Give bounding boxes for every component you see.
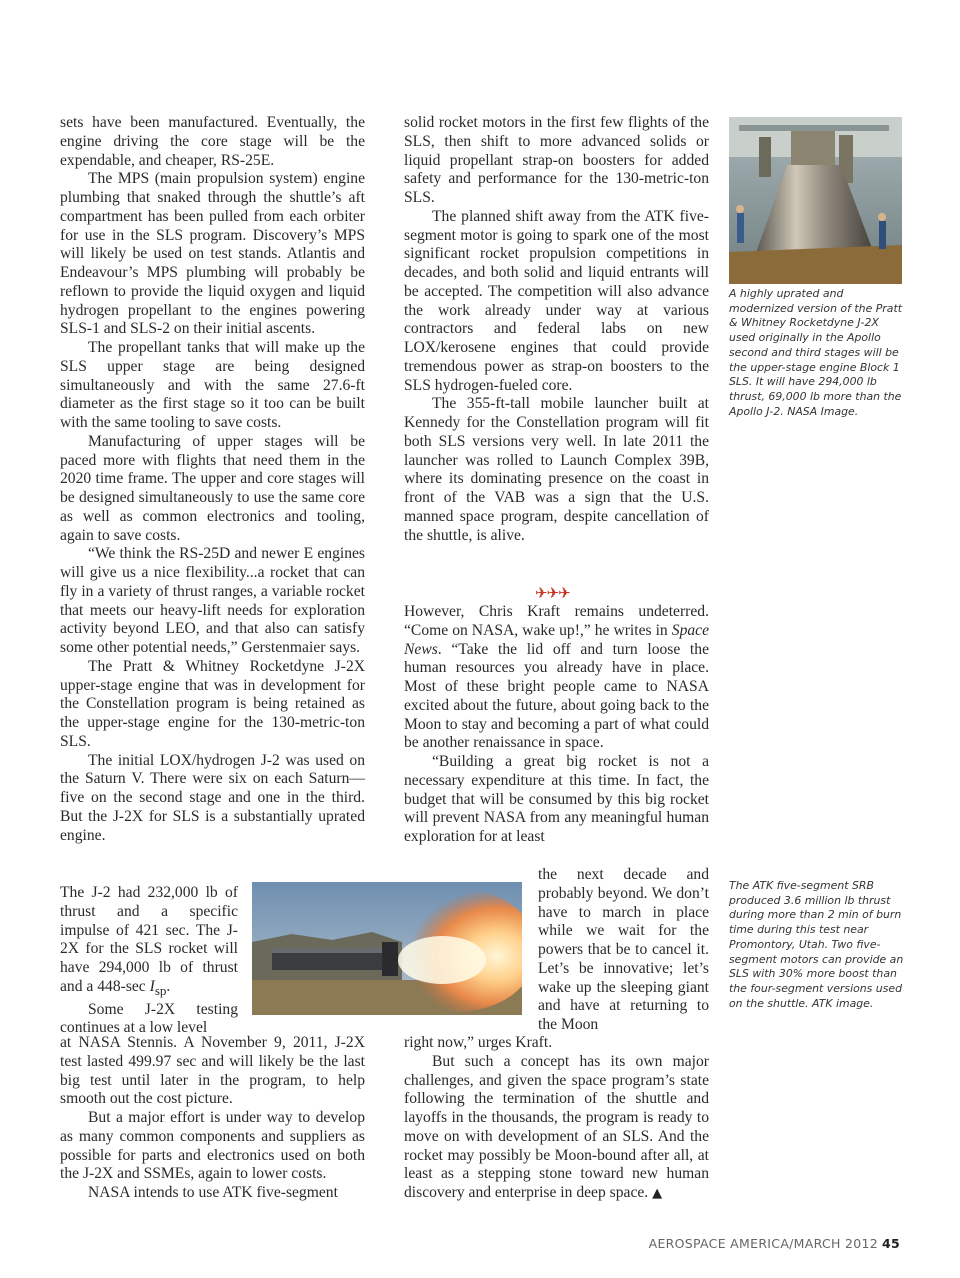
j2x-engine-photo [729, 117, 902, 284]
section-separator-icon: ✈✈✈ [535, 586, 570, 602]
srb-test-photo [252, 882, 522, 1015]
paragraph [404, 603, 709, 753]
paragraph: The planned shift away from the ATK five-segment motor is going to spark one of the most significant rocket propulsion competitions in decades, and both solid and liquid entrants will be accepted. The competition will also advance the work already under way at various contractors and federal labs on new LOX/kerosene engines that could provide tremendous power as strap-on boosters to the SLS hydrogen-fueled core. [404, 207, 709, 394]
srb-test-illustration [252, 882, 522, 1015]
paragraph-text: But such a concept has its own major challenges, and given the space program’s state following the termination of the shuttle and layoffs in the thousands, the program is ready to move on with development of an SLS. And the rocket may possibly be Moon-bound after all, at least as a stepping stone toward new human discovery and enterprise in deep space. [404, 1052, 709, 1201]
photo-caption-bottom: The ATK five-segment SRB produced 3.6 million lb thrust during more than 2 min of burn time during this test near Promontory, Utah. Two five-segment motors can provide an SLS with 30% more boost than the four-segment versions used on the shuttle. ATK image. [729, 879, 904, 1010]
article-column-1-lower [60, 1034, 365, 1203]
paragraph: “We think the RS-25D and newer E engines will give us a nice flexibility...a rocket that can fly in a variety of thrust ranges, a variable rocket that meets our heavy-lift needs for exploration activity beyond LEO, and that also can satisfy some other potential needs,” Gerstenmaier says. [60, 545, 365, 656]
paragraph: The J-2 had 232,000 lb of thrust and a specific impulse of 421 sec. The J-2X for the SLS rocket will have 294,000 lb of thrust and a 448-sec $I_{sp}$. [60, 884, 238, 998]
isp-symbol: I [149, 977, 155, 995]
page-footer [649, 1236, 900, 1251]
paragraph: at NASA Stennis. A November 9, 2011, J-2X test lasted 499.97 sec and will likely be the last big test until later in the program, to help smooth out the cost picture. [60, 1034, 365, 1108]
wrapped-text-block [538, 866, 709, 1035]
paragraph: The initial LOX/hydrogen J-2 was used on the Saturn V. There were six on each Saturn—five on the second stage and one in the third. But the J-2X for SLS is a substantially uprated engine. [60, 751, 365, 844]
paragraph: Some J-2X testing continues at a low level [60, 1000, 238, 1037]
paragraph: right now,” urges Kraft. [404, 1034, 553, 1051]
photo-caption-top: A highly uprated and modernized version of the Pratt & Whitney Rocketdyne J-2X used originally in the Apollo second and third stages will be the upper-stage engine Block 1 SLS. It will have 294,000 lb thrust, 69,000 lb more than the Apollo J-2. NASA Image. [729, 287, 902, 418]
article-column-2 [404, 114, 709, 545]
publication-name: Space News [404, 621, 709, 658]
paragraph: solid rocket motors in the first few flights of the SLS, then shift to more advanced solids or liquid propellant strap-on boosters for added safety and performance for the 130-metric-ton SLS. [404, 114, 709, 206]
isp-subscript: sp [154, 982, 167, 998]
page-number: 45 [882, 1236, 900, 1251]
paragraph [404, 1053, 709, 1204]
paragraph: The propellant tanks that will make up the SLS upper stage are being designed simultaneously and with the same 27.6-ft diameter as the first stage so it too can be built with the same tooling to save costs. [60, 339, 365, 431]
paragraph: the next decade and probably beyond. We don’t have to march in place while we wait for the powers that be to cancel it. Let’s be innovative; let’s wake up the sleeping giant and have at returning to the Moon [538, 866, 709, 1033]
paragraph: The 355-ft-tall mobile launcher built at Kennedy for the Constellation program will fit both SLS versions very well. In late 2011 the launcher was rolled to Launch Complex 39B, where its dominating presence on the coast in front of the VAB was a sign that the U.S. manned space program, despite cancellation of the shuttle, is alive. [404, 395, 709, 544]
end-of-article-icon: ▲ [652, 1186, 663, 1201]
paragraph-text: However, Chris Kraft remains undeterred. “Come on NASA, wake up!,” he writes in [404, 603, 709, 639]
paragraph: “Building a great big rocket is not a necessary expenditure at this time. In fact, the budget that will be consumed by this big rocket will prevent NASA from any meaningful human exploration for at least [404, 753, 709, 845]
wrapped-text-block [60, 884, 238, 1038]
article-column-1 [60, 114, 365, 845]
paragraph: The MPS (main propulsion system) engine plumbing that snaked through the shuttle’s aft compartment has been pulled from each orbiter for use in the SLS program. Discovery’s MPS will likely be used on test stands. Atlantis and Endeavour’s MPS plumbing will probably be reflown to provide the liquid oxygen and liquid hydrogen propellant to the engines powering SLS-1 and SLS-2 on their initial ascents. [60, 170, 365, 338]
paragraph-text: The J-2 had 232,000 lb of thrust and a specific impulse of 421 sec. The J-2X for the SLS rocket will have 294,000 lb of thrust and a 448-sec [60, 884, 238, 995]
paragraph: But a major effort is under way to develop as many common components and suppliers as possible for parts and electronics used on both the J-2X and SSMEs, again to lower costs. [60, 1109, 365, 1183]
article-column-2-bottom [404, 1034, 709, 1204]
engine-illustration [729, 117, 902, 284]
paragraph: NASA intends to use ATK five-segment [88, 1184, 338, 1201]
publication-info: AEROSPACE AMERICA/MARCH 2012 [648, 1236, 878, 1251]
paragraph: sets have been manufactured. Eventually, the engine driving the core stage will be the expendable, and cheaper, RS-25E. [60, 114, 365, 169]
paragraph-text: . “Take the lid off and turn loose the human resources you already have in place. Most of these bright people came to NASA excited about the future, about going back to the Moon to stay and becoming a part of what could be another renaissance in space. [404, 640, 709, 752]
paragraph: Manufacturing of upper stages will be paced more with flights that need them in the 2020 time frame. The upper and core stages will be designed simultaneously to use the same core as well as common electronics and tooling, again to save costs. [60, 432, 365, 544]
article-column-2-lower [404, 603, 709, 847]
paragraph: The Pratt & Whitney Rocketdyne J-2X upper-stage engine that was in development for the Constellation program is being retained as the upper-stage engine for the 130-metric-ton SLS. [60, 657, 365, 750]
